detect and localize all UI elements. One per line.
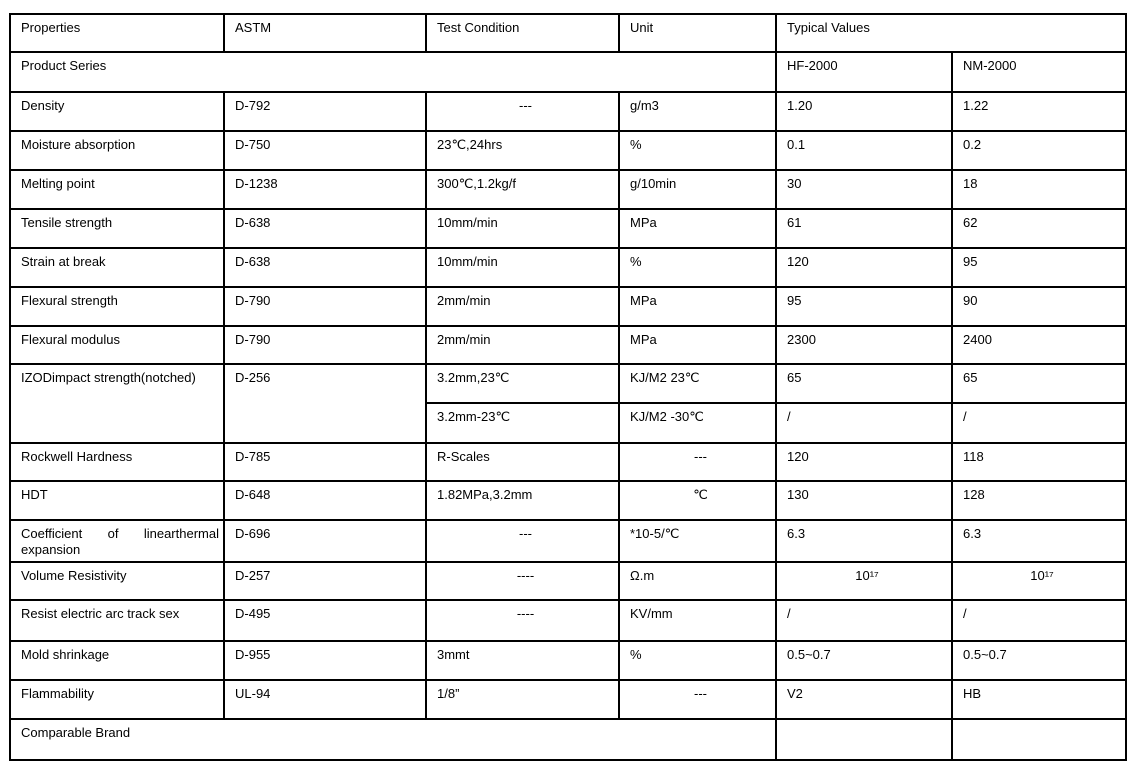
- cell-hf2000-value: 120: [776, 248, 952, 287]
- footer-comparable-brand: Comparable Brand: [10, 719, 776, 760]
- cell-property: Density: [10, 92, 224, 131]
- cell-property: IZODimpact strength(notched): [10, 364, 224, 443]
- cell-property: Coefficient of linearthermal expansion: [10, 520, 224, 562]
- footer-nm2000-empty: [952, 719, 1126, 760]
- cell-test-condition: 10mm/min: [426, 209, 619, 248]
- footer-hf2000-empty: [776, 719, 952, 760]
- cell-property: Flexural modulus: [10, 326, 224, 364]
- cell-nm2000-value: 65: [952, 364, 1126, 403]
- cell-nm2000-value: 118: [952, 443, 1126, 481]
- cell-test-condition: 3.2mm-23℃: [426, 403, 619, 443]
- cell-property: Tensile strength: [10, 209, 224, 248]
- cell-nm2000-value: 0.2: [952, 131, 1126, 170]
- cell-unit: ---: [619, 680, 776, 719]
- cell-property: Volume Resistivity: [10, 562, 224, 600]
- table-row: [10, 641, 1126, 680]
- cell-nm2000-value: 62: [952, 209, 1126, 248]
- cell-nm2000-value: /: [952, 403, 1126, 443]
- cell-hf2000-value: /: [776, 403, 952, 443]
- cell-astm: D-790: [224, 287, 426, 326]
- cell-property: Rockwell Hardness: [10, 443, 224, 481]
- cell-astm: D-256: [224, 364, 426, 443]
- cell-test-condition: 3mmt: [426, 641, 619, 680]
- cell-astm: D-790: [224, 326, 426, 364]
- cell-nm2000-value: 6.3: [952, 520, 1126, 562]
- cell-astm: UL-94: [224, 680, 426, 719]
- cell-test-condition: 2mm/min: [426, 326, 619, 364]
- cell-hf2000-value: 61: [776, 209, 952, 248]
- cell-test-condition: 1/8”: [426, 680, 619, 719]
- cell-hf2000-value: 120: [776, 443, 952, 481]
- cell-property: Flexural strength: [10, 287, 224, 326]
- table-row: [10, 131, 1126, 170]
- table-row: [10, 248, 1126, 287]
- table-row: [10, 680, 1126, 719]
- cell-property: Melting point: [10, 170, 224, 209]
- cell-hf2000-value: 130: [776, 481, 952, 520]
- cell-test-condition: 2mm/min: [426, 287, 619, 326]
- cell-unit: %: [619, 131, 776, 170]
- cell-unit: KJ/M2 -30℃: [619, 403, 776, 443]
- cell-unit: Ω.m: [619, 562, 776, 600]
- cell-unit: MPa: [619, 326, 776, 364]
- cell-astm: D-785: [224, 443, 426, 481]
- cell-property: Mold shrinkage: [10, 641, 224, 680]
- cell-astm: D-750: [224, 131, 426, 170]
- cell-test-condition: 300℃,1.2kg/f: [426, 170, 619, 209]
- cell-unit: MPa: [619, 287, 776, 326]
- cell-hf2000-value: 0.5~0.7: [776, 641, 952, 680]
- cell-unit: ℃: [619, 481, 776, 520]
- cell-nm2000-value: 2400: [952, 326, 1126, 364]
- header-astm: ASTM: [224, 14, 426, 52]
- cell-unit: *10-5/℃: [619, 520, 776, 562]
- table-row: [10, 364, 1126, 403]
- header-row-series: [10, 52, 1126, 92]
- cell-property: Strain at break: [10, 248, 224, 287]
- cell-astm: D-696: [224, 520, 426, 562]
- cell-test-condition: ---: [426, 520, 619, 562]
- cell-unit: KV/mm: [619, 600, 776, 641]
- cell-unit: %: [619, 641, 776, 680]
- cell-nm2000-value: 90: [952, 287, 1126, 326]
- cell-test-condition: ---: [426, 92, 619, 131]
- cell-nm2000-value: 95: [952, 248, 1126, 287]
- cell-test-condition: 10mm/min: [426, 248, 619, 287]
- cell-unit: %: [619, 248, 776, 287]
- cell-test-condition: 3.2mm,23℃: [426, 364, 619, 403]
- cell-astm: D-495: [224, 600, 426, 641]
- cell-test-condition: R-Scales: [426, 443, 619, 481]
- cell-nm2000-value: 18: [952, 170, 1126, 209]
- cell-hf2000-value: 10¹⁷: [776, 562, 952, 600]
- cell-test-condition: ----: [426, 600, 619, 641]
- cell-hf2000-value: 30: [776, 170, 952, 209]
- cell-hf2000-value: 0.1: [776, 131, 952, 170]
- table-row: [10, 562, 1126, 600]
- cell-unit: g/m3: [619, 92, 776, 131]
- cell-test-condition: 1.82MPa,3.2mm: [426, 481, 619, 520]
- cell-property: Resist electric arc track sex: [10, 600, 224, 641]
- cell-unit: MPa: [619, 209, 776, 248]
- cell-hf2000-value: 95: [776, 287, 952, 326]
- cell-hf2000-value: V2: [776, 680, 952, 719]
- cell-unit: KJ/M2 23℃: [619, 364, 776, 403]
- header-typical-values: Typical Values: [776, 14, 1126, 52]
- cell-hf2000-value: 2300: [776, 326, 952, 364]
- table-row: [10, 287, 1126, 326]
- cell-hf2000-value: 65: [776, 364, 952, 403]
- cell-property: Moisture absorption: [10, 131, 224, 170]
- cell-nm2000-value: /: [952, 600, 1126, 641]
- cell-hf2000-value: 1.20: [776, 92, 952, 131]
- table-row: [10, 326, 1126, 364]
- table-row: [10, 481, 1126, 520]
- table-row: [10, 92, 1126, 131]
- cell-astm: D-955: [224, 641, 426, 680]
- cell-unit: g/10min: [619, 170, 776, 209]
- cell-nm2000-value: 128: [952, 481, 1126, 520]
- header-product-series: Product Series: [10, 52, 776, 92]
- header-hf2000: HF-2000: [776, 52, 952, 92]
- table-row: [10, 600, 1126, 641]
- table-row: [10, 520, 1126, 562]
- cell-hf2000-value: 6.3: [776, 520, 952, 562]
- cell-nm2000-value: 10¹⁷: [952, 562, 1126, 600]
- cell-nm2000-value: HB: [952, 680, 1126, 719]
- cell-test-condition: ----: [426, 562, 619, 600]
- table-row: [10, 719, 1126, 760]
- properties-datasheet: [9, 13, 1127, 761]
- cell-property: Flammability: [10, 680, 224, 719]
- cell-hf2000-value: /: [776, 600, 952, 641]
- cell-astm: D-257: [224, 562, 426, 600]
- cell-test-condition: 23℃,24hrs: [426, 131, 619, 170]
- cell-astm: D-792: [224, 92, 426, 131]
- header-nm2000: NM-2000: [952, 52, 1126, 92]
- table-row: [10, 170, 1126, 209]
- properties-table: [9, 13, 1127, 761]
- cell-astm: D-638: [224, 209, 426, 248]
- header-row: [10, 14, 1126, 52]
- header-test-condition: Test Condition: [426, 14, 619, 52]
- cell-unit: ---: [619, 443, 776, 481]
- cell-astm: D-1238: [224, 170, 426, 209]
- cell-nm2000-value: 1.22: [952, 92, 1126, 131]
- cell-property: HDT: [10, 481, 224, 520]
- cell-nm2000-value: 0.5~0.7: [952, 641, 1126, 680]
- table-row: [10, 443, 1126, 481]
- header-properties: Properties: [10, 14, 224, 52]
- header-unit: Unit: [619, 14, 776, 52]
- cell-astm: D-638: [224, 248, 426, 287]
- table-row: [10, 209, 1126, 248]
- cell-astm: D-648: [224, 481, 426, 520]
